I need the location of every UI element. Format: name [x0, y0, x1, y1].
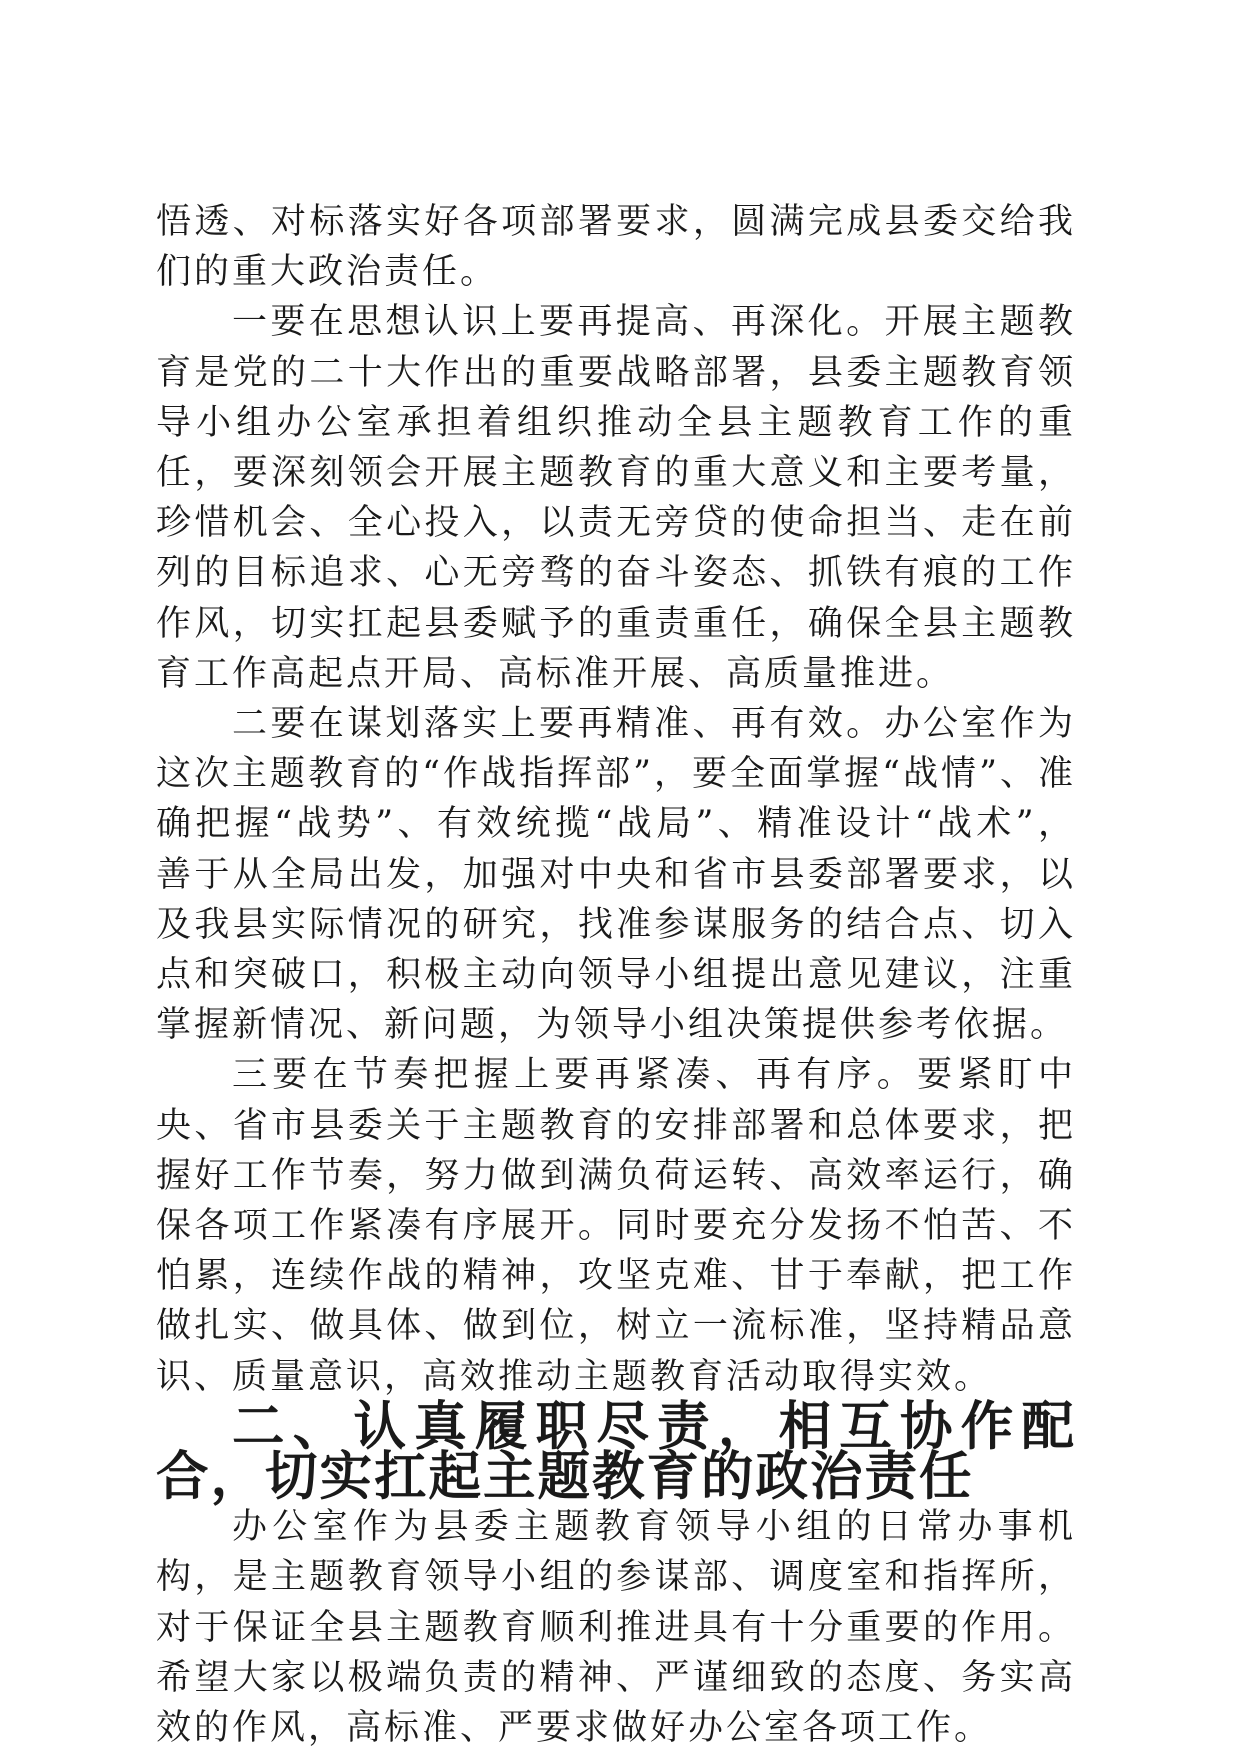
paragraph-point-1: 一要在思想认识上要再提高、再深化。开展主题教育是党的二十大作出的重要战略部署，县委主题教育领导小组办公室承担着组织推动全县主题教育工作的重任，要深刻领会开展主题教育的重大意义和主要考量，珍惜机会、全心投入，以责无旁贷的使命担当、走在前列的目标追求、心无旁骛的奋斗姿态、抓铁有痕的工作作风，切实扛起县委赋予的重责重任，确保全县主题教育工作高起点开局、高标准开展、高质量推进。: [156, 302, 1076, 694]
section-heading: 二、认真履职尽责，相互协作配合，切实扛起主题教育的政治责任: [156, 1395, 1076, 1508]
paragraph-continuation: 悟透、对标落实好各项部署要求，圆满完成县委交给我们的重大政治责任。: [156, 202, 1076, 293]
paragraph-point-3: 三要在节奏把握上要再紧凑、再有序。要紧盯中央、省市县委关于主题教育的安排部署和总体要求，把握好工作节奏，努力做到满负荷运转、高效率运行，确保各项工作紧凑有序展开。同时要充分发扬不怕苦、不怕累，连续作战的精神，攻坚克难、甘于奉献，把工作做扎实、做具体、做到位，树立一流标准，坚持精品意识、质量意识，高效推动主题教育活动取得实效。: [156, 1055, 1076, 1397]
paragraph-point-2: 二要在谋划落实上要再精准、再有效。办公室作为这次主题教育的“作战指挥部”，要全面掌握“战情”、准确把握“战势”、有效统揽“战局”、精准设计“战术”，善于从全局出发，加强对中央和省市县委部署要求，以及我县实际情况的研究，找准参谋服务的结合点、切入点和突破口，积极主动向领导小组提出意见建议，注重掌握新情况、新问题，为领导小组决策提供参考依据。: [156, 704, 1076, 1046]
paragraph-section-2: 办公室作为县委主题教育领导小组的日常办事机构，是主题教育领导小组的参谋部、调度室和指挥所，对于保证全县主题教育顺利推进具有十分重要的作用。希望大家以极端负责的精神、严谨细致的态度、务实高效的作风，高标准、严要求做好办公室各项工作。: [156, 1507, 1076, 1749]
document-body: [156, 197, 1076, 1753]
